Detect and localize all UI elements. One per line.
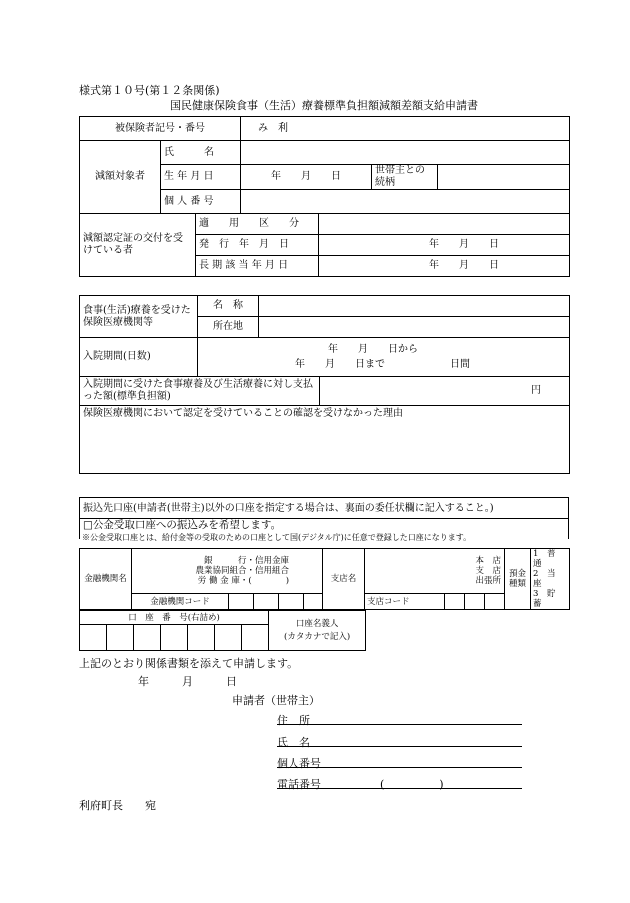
application-date[interactable]: 年 月 日 <box>138 675 237 688</box>
target-id-field[interactable] <box>241 190 570 214</box>
institution-field[interactable] <box>132 549 323 594</box>
bank-table <box>79 548 570 610</box>
account-digit[interactable] <box>107 625 134 651</box>
holder-note: (カタカナで記入) <box>284 632 351 642</box>
branch-field[interactable] <box>365 549 505 594</box>
holder-label: 口座名義人 <box>295 619 339 629</box>
holder-field[interactable] <box>269 611 366 651</box>
branch-code-label: 支店コード <box>365 594 445 610</box>
target-name-label: 氏 名 <box>161 141 241 165</box>
admission-label: 入院期間(日数) <box>80 338 198 377</box>
branch-code-digit[interactable] <box>445 594 465 610</box>
payment-unit: 円 <box>531 385 541 396</box>
payment-field[interactable] <box>320 377 570 406</box>
form-number: 様式第１０号(第１２条関係) <box>79 84 220 97</box>
reason-field[interactable] <box>80 406 570 474</box>
account-digit[interactable] <box>161 625 188 651</box>
applicant-phone-label: 電話番号 <box>277 778 321 791</box>
applicant-name-line[interactable] <box>277 746 522 747</box>
deposit-type-1: 1 普 通 <box>533 549 564 569</box>
insured-info-table <box>79 116 570 277</box>
facility-label: 食事(生活)療養を受けた保険医療機関等 <box>80 296 198 338</box>
admission-to: 年 月 日まで <box>295 359 385 370</box>
account-digit[interactable] <box>215 625 242 651</box>
account-digit[interactable] <box>80 625 107 651</box>
target-name-field[interactable] <box>241 141 570 165</box>
deposit-type-label: 預金種類 <box>505 549 531 610</box>
insured-prefix: み 利 <box>258 122 289 134</box>
applicant-address-label: 住 所 <box>277 714 310 727</box>
facility-name-label: 名 称 <box>198 296 259 317</box>
branch-type-line3: 出張所 <box>475 576 502 586</box>
branch-code-digit[interactable] <box>465 594 485 610</box>
institution-code-digit[interactable] <box>229 594 254 610</box>
holder-name-field[interactable] <box>365 610 569 650</box>
relation-field[interactable] <box>438 165 570 190</box>
branch-type-line1: 本 店 <box>475 556 502 566</box>
payment-label: 入院期間に受けた食事療養及び生活療養に対し支払った額(標準負担額) <box>80 377 320 406</box>
facility-address-field[interactable] <box>259 317 570 338</box>
form-title: 国民健康保険食事（生活）療養標準負担額減額差額支給申請書 <box>170 99 478 112</box>
bank-type-line3: 労 働 金 庫・( ) <box>197 576 290 586</box>
institution-code-digit[interactable] <box>254 594 279 610</box>
applicant-phone-parens: ( ) <box>380 778 444 791</box>
facility-table <box>79 295 570 474</box>
institution-code-label: 金融機関コード <box>132 594 229 610</box>
insured-number-label: 被保険者記号・番号 <box>80 117 241 141</box>
category-label: 適 用 区 分 <box>196 214 319 235</box>
public-account-note: ※公金受取口座とは、給付金等の受取のための口座として国(デジタル庁)に任意で登録した口座になります。 <box>82 533 472 542</box>
branch-label: 支店名 <box>323 549 365 610</box>
issue-date-label: 発 行 年 月 日 <box>196 235 319 256</box>
deposit-type-options[interactable] <box>531 549 570 610</box>
deposit-type-2: 2 当 座 <box>533 569 564 589</box>
account-digit[interactable] <box>134 625 161 651</box>
applicant-id-label: 個人番号 <box>277 757 321 770</box>
long-term-date-field[interactable]: 年 月 日 <box>319 256 570 277</box>
deposit-type-3: 3 貯 蓄 <box>533 589 564 609</box>
institution-label: 金融機関名 <box>80 549 132 610</box>
applicant-name-label: 氏 名 <box>277 736 310 749</box>
long-term-date-label: 長 期 該 当 年 月 日 <box>196 256 319 277</box>
bank-type-line2: 農業協同組合・信用組合 <box>195 566 290 576</box>
issue-date-field[interactable]: 年 月 日 <box>319 235 570 256</box>
admission-field[interactable] <box>198 338 570 377</box>
applicant-address-line[interactable] <box>277 724 522 725</box>
admission-days: 日間 <box>450 359 470 370</box>
target-id-label: 個 人 番 号 <box>161 190 241 214</box>
institution-code-digit[interactable] <box>304 594 323 610</box>
institution-code-digit[interactable] <box>279 594 304 610</box>
applicant-phone-line[interactable] <box>277 788 522 789</box>
certificate-label: 減額認定証の交付を受けている者 <box>80 214 196 277</box>
applicant-label: 申請者（世帯主） <box>232 694 320 707</box>
admission-from: 年 月 日から <box>328 344 418 355</box>
target-dob-field[interactable]: 年 月 日 <box>241 165 372 190</box>
account-table <box>79 610 366 651</box>
reason-label: 保険医療機関において認定を受けていることの確認を受けなかった理由 <box>83 408 403 419</box>
facility-name-field[interactable] <box>259 296 570 317</box>
applicant-id-line[interactable] <box>277 767 522 768</box>
target-dob-label: 生 年 月 日 <box>161 165 241 190</box>
insured-number-field[interactable] <box>241 117 570 141</box>
account-number-label: 口 座 番 号(右詰め) <box>80 611 269 625</box>
branch-type-line2: 支 店 <box>475 566 502 576</box>
account-digit[interactable] <box>242 625 269 651</box>
statement: 上記のとおり関係書類を添えて申請します。 <box>79 657 299 670</box>
category-field[interactable] <box>319 214 570 235</box>
target-label: 減額対象者 <box>80 141 161 214</box>
transfer-heading: 振込先口座(申請者(世帯主)以外の口座を指定する場合は、裏面の委任状欄に記入すること。) <box>79 497 569 518</box>
branch-code-digit[interactable] <box>485 594 505 610</box>
account-digit[interactable] <box>188 625 215 651</box>
bank-type-line1: 銀 行・信用金庫 <box>204 556 290 566</box>
public-account-checkbox[interactable]: □公金受取口座への振込みを希望します。 <box>83 519 282 531</box>
relation-label: 世帯主との続柄 <box>372 165 438 190</box>
addressee: 利府町長 宛 <box>79 799 156 812</box>
facility-address-label: 所在地 <box>198 317 259 338</box>
